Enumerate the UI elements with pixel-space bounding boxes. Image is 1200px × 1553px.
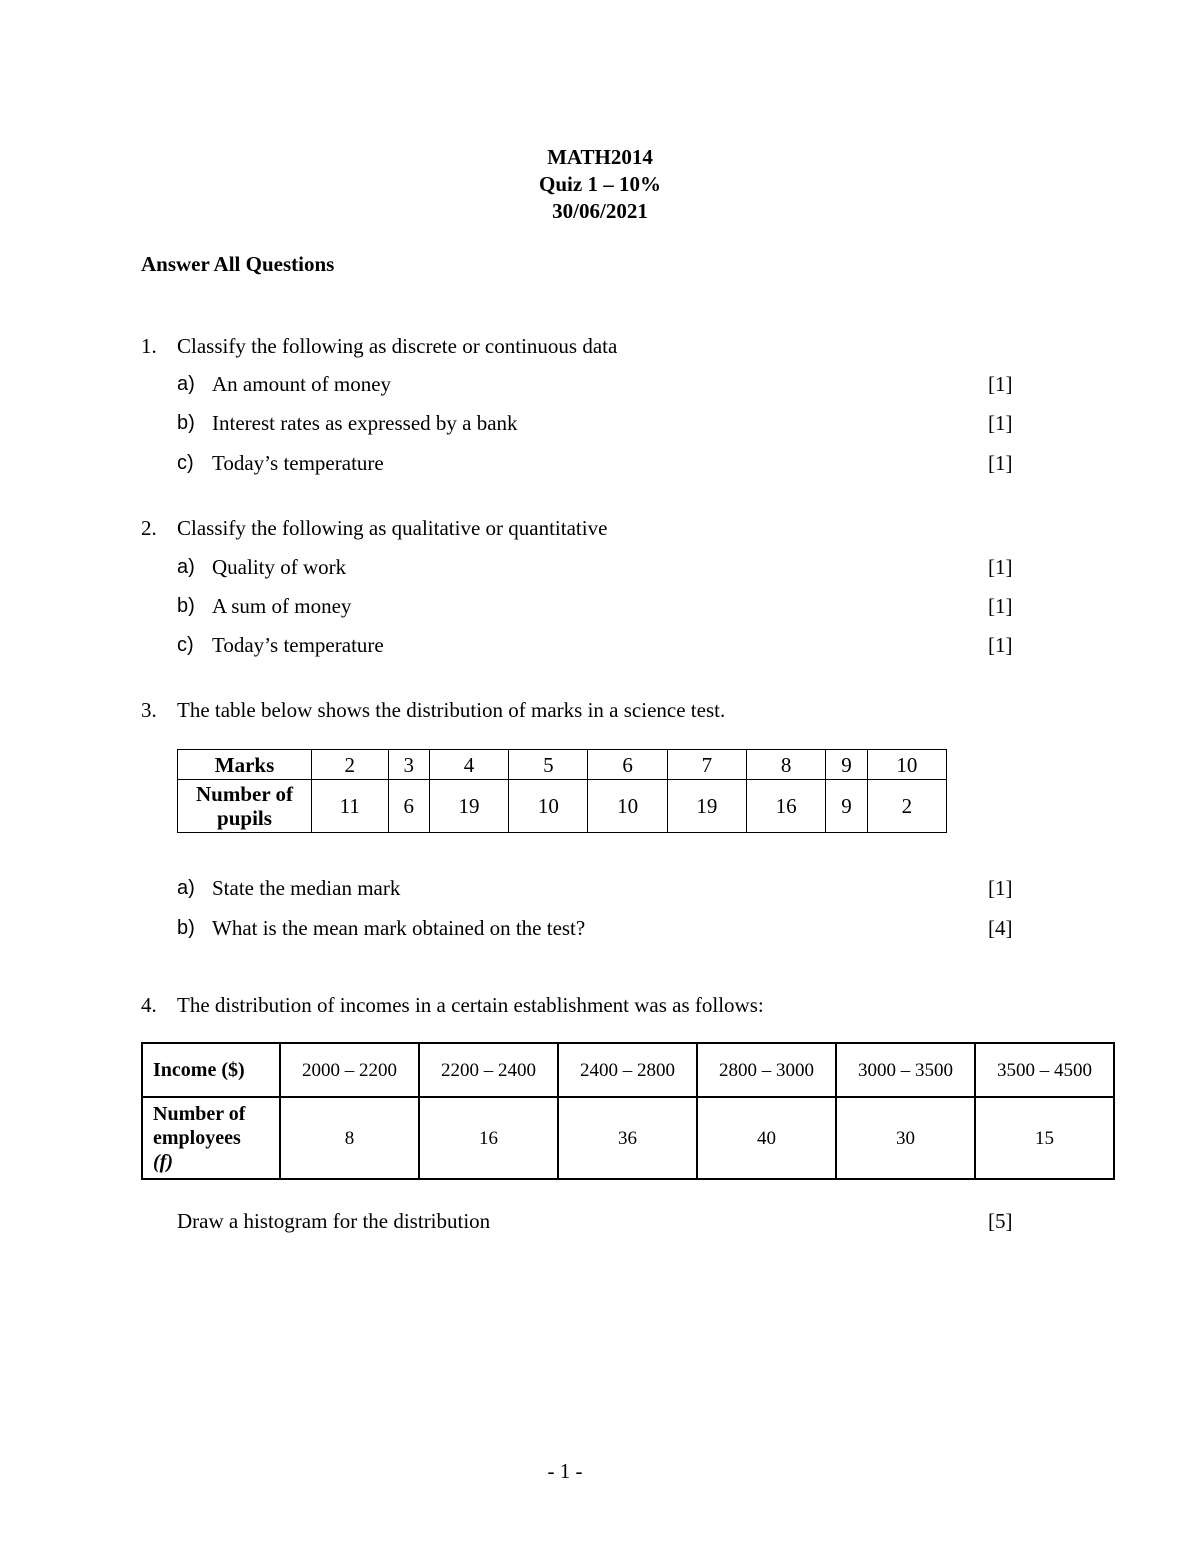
q2a-text: Quality of work [212, 555, 347, 579]
marks-cell: 4 [429, 750, 508, 780]
income-range-cell: 2200 – 2400 [419, 1043, 558, 1097]
q2c-text: Today’s temperature [212, 633, 384, 657]
employees-label-line2: employees [153, 1127, 241, 1149]
quiz-title: Quiz 1 – 10% [539, 172, 661, 196]
income-row [142, 1043, 1114, 1097]
employees-row [142, 1097, 1114, 1179]
marks-cell: 9 [826, 750, 867, 780]
q1a-text: An amount of money [212, 372, 392, 396]
marks-cell: 7 [667, 750, 746, 780]
pupils-cell: 19 [429, 780, 508, 833]
q3-text: The table below shows the distribution of marks in a science test. [177, 698, 726, 722]
marks-cell: 8 [746, 750, 825, 780]
q1c-letter: c) [177, 452, 194, 474]
q1-number: 1. [141, 334, 157, 358]
q1b-marks: [1] [988, 411, 1013, 435]
q3a-letter: a) [177, 877, 195, 899]
pupils-cell: 10 [509, 780, 588, 833]
q3-number: 3. [141, 698, 157, 722]
pupils-row-label [178, 780, 312, 833]
pupils-cell: 19 [667, 780, 746, 833]
q4-text: The distribution of incomes in a certain establishment was as follows: [177, 993, 764, 1017]
q1b-letter: b) [177, 412, 195, 434]
q3b-marks: [4] [988, 916, 1013, 940]
employees-cell: 36 [558, 1097, 697, 1179]
q1c-text: Today’s temperature [212, 451, 384, 475]
income-distribution-table [141, 1042, 1115, 1180]
marks-cell: 5 [509, 750, 588, 780]
employees-label-line3: (f) [153, 1151, 173, 1173]
page-number: - 1 - [547, 1459, 583, 1483]
course-code: MATH2014 [547, 145, 653, 169]
employees-cell: 30 [836, 1097, 975, 1179]
q2c-marks: [1] [988, 633, 1013, 657]
employees-cell: 40 [697, 1097, 836, 1179]
q3b-letter: b) [177, 917, 195, 939]
q2b-text: A sum of money [212, 594, 352, 618]
q1a-marks: [1] [988, 372, 1013, 396]
marks-cell: 2 [312, 750, 389, 780]
pupils-row [178, 780, 947, 833]
q3b-text: What is the mean mark obtained on the test? [212, 916, 586, 940]
pupils-cell: 10 [588, 780, 667, 833]
q3a-marks: [1] [988, 876, 1013, 900]
quiz-date: 30/06/2021 [552, 199, 648, 223]
q2-number: 2. [141, 516, 157, 540]
q2c-letter: c) [177, 634, 194, 656]
q4-task-text: Draw a histogram for the distribution [177, 1209, 491, 1233]
q2b-letter: b) [177, 595, 195, 617]
q2b-marks: [1] [988, 594, 1013, 618]
pupils-cell: 2 [867, 780, 946, 833]
employees-cell: 8 [280, 1097, 419, 1179]
income-range-cell: 3500 – 4500 [975, 1043, 1114, 1097]
marks-cell: 6 [588, 750, 667, 780]
employees-row-label [142, 1097, 280, 1179]
employees-label-line1: Number of [153, 1103, 246, 1125]
q1b-text: Interest rates as expressed by a bank [212, 411, 518, 435]
pupils-label-line2: pupils [217, 806, 272, 830]
pupils-label-line1: Number of [195, 782, 294, 806]
pupils-cell: 11 [312, 780, 389, 833]
income-range-cell: 3000 – 3500 [836, 1043, 975, 1097]
pupils-cell: 16 [746, 780, 825, 833]
q2a-letter: a) [177, 556, 195, 578]
pupils-cell: 9 [826, 780, 867, 833]
marks-cell: 3 [388, 750, 429, 780]
q1a-letter: a) [177, 373, 195, 395]
q4-task-marks: [5] [988, 1209, 1013, 1233]
marks-cell: 10 [867, 750, 946, 780]
income-range-cell: 2400 – 2800 [558, 1043, 697, 1097]
employees-cell: 16 [419, 1097, 558, 1179]
q2a-marks: [1] [988, 555, 1013, 579]
employees-cell: 15 [975, 1097, 1114, 1179]
q4-number: 4. [141, 993, 157, 1017]
q1-text: Classify the following as discrete or continuous data [177, 334, 618, 358]
income-row-label: Income ($) [142, 1043, 280, 1097]
income-range-cell: 2000 – 2200 [280, 1043, 419, 1097]
marks-row-label: Marks [178, 750, 312, 780]
income-range-cell: 2800 – 3000 [697, 1043, 836, 1097]
q2-text: Classify the following as qualitative or quantitative [177, 516, 608, 540]
marks-distribution-table [177, 749, 947, 833]
marks-row [178, 750, 947, 780]
instruction: Answer All Questions [141, 252, 335, 276]
q3a-text: State the median mark [212, 876, 401, 900]
pupils-cell: 6 [388, 780, 429, 833]
q1c-marks: [1] [988, 451, 1013, 475]
